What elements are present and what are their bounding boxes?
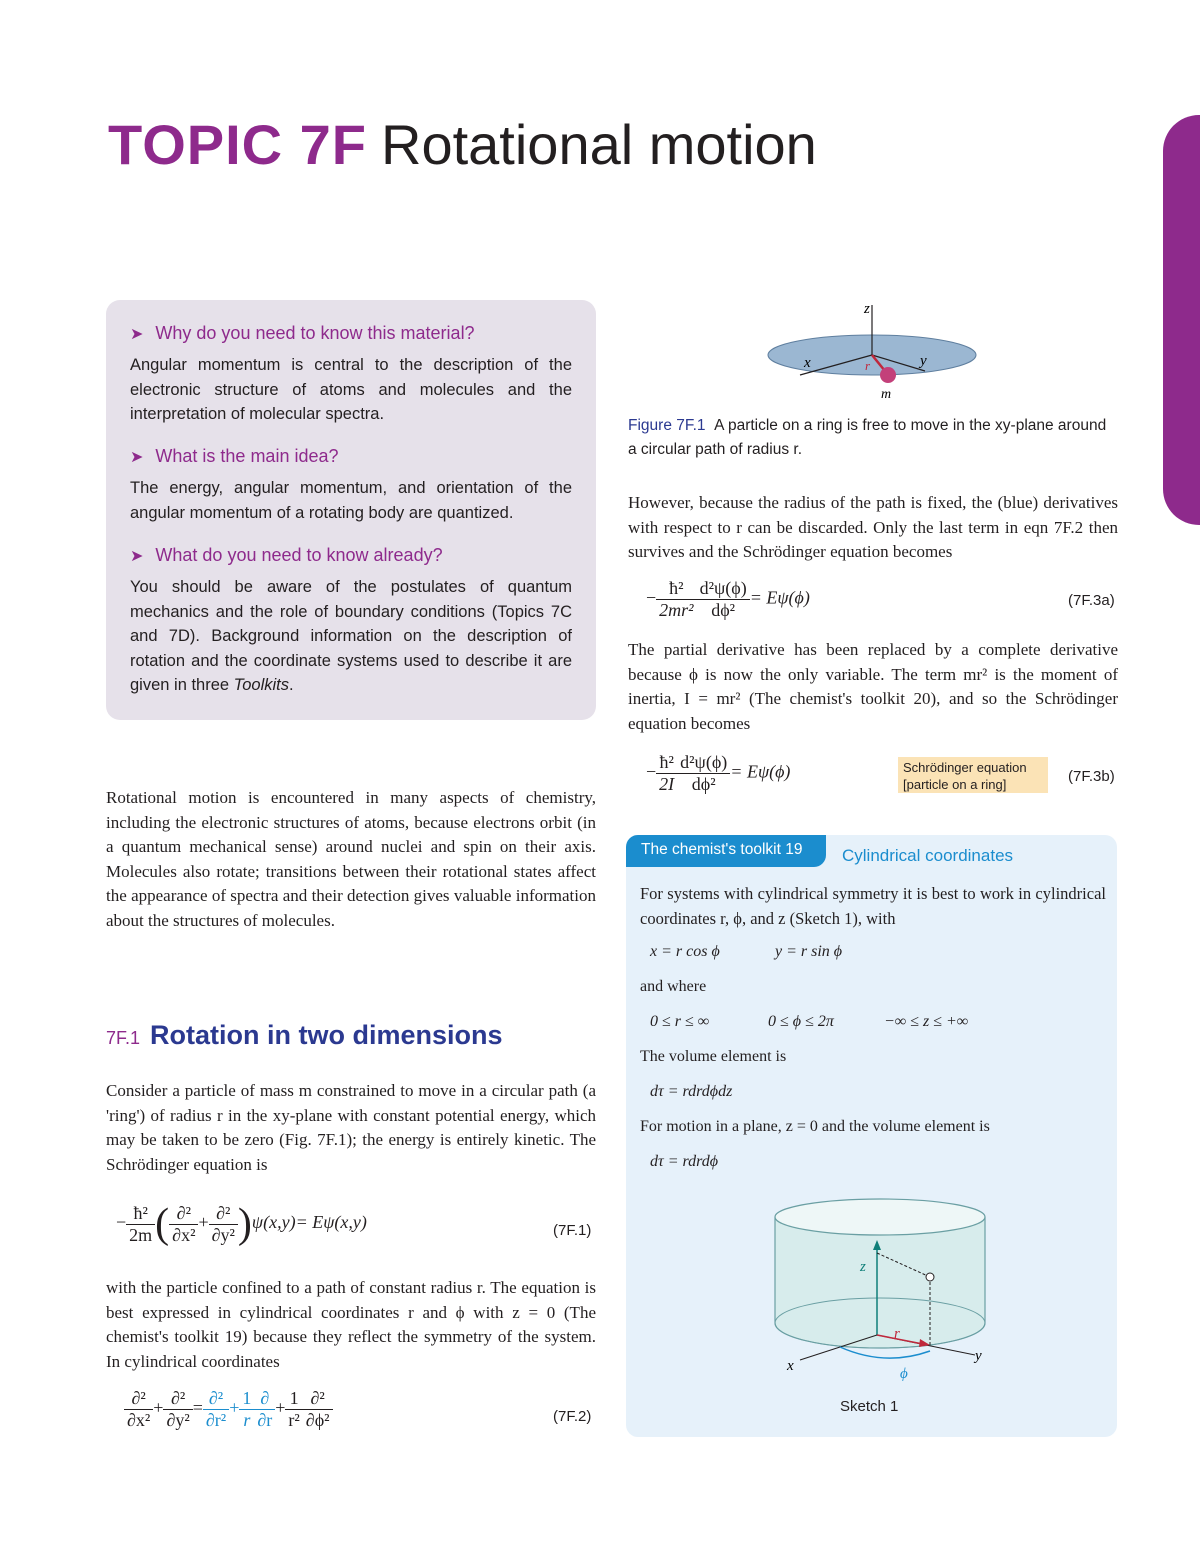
eq-y-sin: y = r sin ϕ [775, 943, 843, 960]
section-number: 7F.1 [106, 1028, 141, 1048]
arrow-icon: ➤ [130, 548, 144, 565]
paragraph-cylindrical: with the particle confined to a path of constant radius r. The equation is best expressed in cylindrical coordinates r and ϕ with z = 0 (The chemist's toolkit 19) because they reflect the symmetry of the system. In cylindrical coordinates [106, 1278, 596, 1371]
equation-7F2: $\frac{\text{∂²}}{\text{∂x²}}$ + $\frac{\text{∂²}}{\text{∂y²}}$ = $\frac{\text{∂²}}{\text{∂r²}}$ + $\frac{1}{r}$ $\frac{\partial}{\partial r}$ + $\frac{1}{\text{r²}}$ $\frac{\text{∂²}}{\text{∂ϕ²}}$ [124, 1388, 333, 1431]
and-where-text: and where [640, 978, 707, 995]
volume-equation: dτ = rdrdϕdz [650, 1083, 733, 1100]
page-title [108, 112, 817, 177]
particle-mass [880, 367, 896, 383]
sketch-phi-label: ϕ [900, 1366, 908, 1382]
toolkit-badge: The chemist's toolkit 19 [626, 835, 826, 867]
question-1: ➤ Why do you need to know this material? [130, 323, 475, 343]
phi-arc [840, 1347, 930, 1358]
axis-z-label: z [864, 301, 870, 317]
mass-label: m [881, 387, 892, 402]
equation-7F1: − $\frac{\text{ħ²}}{2m}$ ( $\frac{\text{∂²}}{\text{∂x²}}$ + $\frac{\text{∂²}}{\text{∂y²}}$ )ψ(x,y)= Eψ(x,y) [116, 1201, 367, 1247]
answer-3: You should be aware of the postulates of quantum mechanics and the role of boundary conditions (Topics 7C and 7D). Background information on the description of rotation and the coordinate systems used to describe it are given in three Toolkits. [130, 578, 572, 694]
volume-text: The volume element is [640, 1048, 787, 1065]
sketch-y-label: y [975, 1348, 982, 1364]
question-3: ➤ What do you need to know already? [130, 545, 443, 565]
point-marker [926, 1273, 934, 1281]
range-r: 0 ≤ r ≤ ∞ [650, 1013, 710, 1030]
range-z: −∞ ≤ z ≤ +∞ [884, 1013, 969, 1030]
paragraph-partial: The partial derivative has been replaced by a complete derivative because ϕ is now the only variable. The term mr² is the moment of inertia, I = mr² (The chemist's toolkit 20), and so the Schrödinger equation becomes [628, 640, 1118, 733]
cylinder-body [775, 1217, 985, 1348]
equation-7F3b: − $\frac{\text{ħ²}}{2I}$ $\frac{\text{d²ψ(ϕ)}}{\text{dϕ²}}$ = Eψ(ϕ) [646, 752, 791, 794]
chapter-side-tab [1163, 115, 1200, 525]
toolkit-title: Cylindrical coordinates [842, 846, 1014, 865]
equation-7F3a: − $\frac{\text{ħ²}}{\text{2mr²}}$ $\frac{\text{d²ψ(ϕ)}}{\text{dϕ²}}$ = Eψ(ϕ) [646, 578, 810, 620]
arrow-icon: ➤ [130, 449, 144, 466]
arrow-icon: ➤ [130, 326, 144, 343]
figure-caption: Figure 7F.1 A particle on a ring is free to move in the xy-plane around a circular path of radius r. [628, 417, 1107, 458]
radius-label: r [865, 358, 871, 373]
equation-number-7F2: (7F.2) [553, 1408, 592, 1425]
cylinder-top [775, 1199, 985, 1235]
paragraph-ring: Consider a particle of mass m constrained to move in a circular path (a 'ring') of radius r in the xy-plane with constant potential energy, which may be taken to be zero (Fig. 7F.1); the energy is entirely kinetic. The Schrödinger equation is [106, 1081, 596, 1174]
section-heading [106, 1020, 503, 1051]
sketch-caption: Sketch 1 [840, 1398, 899, 1415]
axis-x-label: x [804, 355, 811, 371]
answer-1: Angular momentum is central to the description of the electronic structure of atoms and molecules and the interpretation of molecular spectra. [130, 356, 572, 423]
sketch-z-label: z [860, 1259, 866, 1275]
sketch-r-label: r [894, 1326, 900, 1342]
eq-x-cos: x = r cos ϕ [650, 943, 720, 960]
plane-equation: dτ = rdrdϕ [650, 1153, 719, 1170]
cylinder-sketch [760, 1195, 1000, 1395]
toolkit-intro: For systems with cylindrical symmetry it is best to work in cylindrical coordinates r, ϕ, and z (Sketch 1), with [640, 884, 1106, 928]
equation-number-7F3a: (7F.3a) [1068, 592, 1115, 609]
range-phi: 0 ≤ ϕ ≤ 2π [768, 1013, 834, 1030]
intro-paragraph: Rotational motion is encountered in many aspects of chemistry, including the electronic structures of atoms, because electrons orbit (in a quantum mechanical sense) around nuclei and spin on their axis. Molecules also rotate; transitions between their rotational states affect the appearance of spectra and their detection gives valuable information about the structures of molecules. [106, 788, 596, 930]
axis-y-label: y [920, 353, 927, 369]
topic-title: Rotational motion [381, 113, 817, 176]
particle-on-ring-figure [760, 295, 990, 405]
section-title: Rotation in two dimensions [150, 1020, 503, 1050]
paragraph-however: However, because the radius of the path is fixed, the (blue) derivatives with respect to r can be discarded. Only the last term in eqn 7F.2 then survives and the Schrödinger equation becomes [628, 493, 1118, 561]
answer-2: The energy, angular momentum, and orientation of the angular momentum of a rotating body are quantized. [130, 479, 572, 522]
question-2: ➤ What is the main idea? [130, 446, 339, 466]
sketch-x-label: x [787, 1358, 794, 1374]
topic-number: TOPIC 7F [108, 113, 368, 176]
equation-label-highlight: Schrödinger equation [particle on a ring] [898, 757, 1048, 793]
equation-number-7F3b: (7F.3b) [1068, 768, 1115, 785]
equation-number-7F1: (7F.1) [553, 1222, 592, 1239]
plane-text: For motion in a plane, z = 0 and the volume element is [640, 1118, 990, 1135]
